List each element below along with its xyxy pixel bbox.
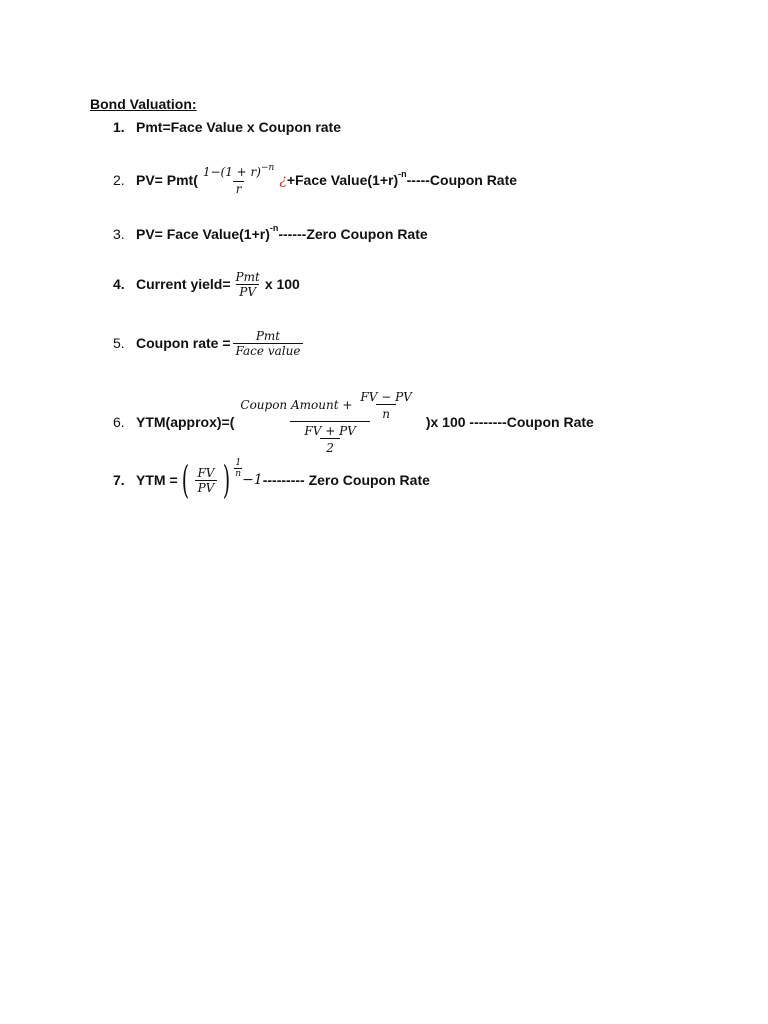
ytm-denominator — [290, 421, 369, 455]
exponent-denominator: n — [235, 468, 242, 479]
fraction-denominator: PV — [236, 284, 259, 299]
numerator-exponent: −n — [260, 162, 275, 173]
formula-4-tail: x 100 — [264, 276, 300, 292]
formula-3-rest: ------Zero Coupon Rate — [278, 226, 428, 242]
formula-3-exponent: -n — [269, 223, 279, 233]
fraction-numerator: FV — [197, 465, 215, 480]
price-ratio-fraction — [194, 466, 217, 495]
formula-7 — [113, 458, 430, 502]
list-number: 5. — [113, 335, 125, 351]
coupon-amount-term: Coupon Amount + — [240, 398, 353, 412]
fraction-denominator: PV — [195, 480, 218, 495]
list-number: 2. — [113, 172, 125, 188]
formula-3-text: PV= Face Value(1+r) — [136, 226, 270, 242]
list-number: 6. — [113, 414, 125, 430]
fraction-denominator: n — [376, 404, 396, 421]
ytm-approx-fraction — [234, 390, 425, 455]
current-yield-fraction — [233, 270, 263, 299]
fraction-denominator: r — [233, 181, 245, 196]
formula-4-lead: Current yield= — [136, 276, 231, 292]
exponent-numerator: 1 — [235, 457, 242, 468]
formula-4 — [113, 264, 300, 304]
coupon-rate-fraction — [233, 329, 304, 358]
fraction-numerator: FV + PV — [304, 423, 356, 438]
list-number: 3. — [113, 226, 125, 242]
formula-6-tail: )x 100 --------Coupon Rate — [425, 414, 594, 430]
formula-2-tail: +Face Value(1+r) — [286, 172, 399, 188]
fraction-numerator: 1−(1 + r) — [202, 164, 261, 179]
formula-6-lead: YTM(approx)=( — [136, 414, 235, 430]
fraction-numerator: Pmt — [235, 269, 260, 284]
formula-2 — [113, 160, 517, 200]
formula-2-lead: PV= Pmt( — [136, 172, 198, 188]
annuity-fraction — [200, 162, 277, 196]
formula-2-rest: -----Coupon Rate — [406, 172, 518, 188]
fraction-numerator: Pmt — [255, 328, 281, 343]
price-change-fraction — [354, 390, 417, 421]
formula-1 — [113, 107, 341, 147]
page-title: Bond Valuation: — [90, 96, 197, 112]
list-number: 4. — [113, 276, 125, 292]
right-paren: ) — [223, 458, 231, 502]
exponent-fraction — [234, 458, 242, 479]
formula-7-tail: --------- Zero Coupon Rate — [262, 472, 430, 488]
formula-3 — [113, 214, 428, 254]
fraction-numerator: FV − PV — [360, 389, 412, 404]
tail-exponent: -n — [398, 169, 407, 179]
minus-one: −1 — [242, 472, 263, 488]
left-paren: ( — [181, 458, 189, 502]
ytm-numerator — [234, 390, 425, 421]
average-price-fraction — [298, 424, 361, 455]
list-number: 7. — [113, 472, 125, 488]
formula-7-lead: YTM = — [136, 472, 178, 488]
inverted-question-symbol: ¿ — [279, 172, 287, 188]
formula-5 — [113, 323, 305, 363]
formula-1-text: Pmt=Face Value x Coupon rate — [136, 119, 342, 135]
formula-5-lead: Coupon rate = — [136, 335, 231, 351]
formula-6 — [113, 380, 594, 464]
fraction-denominator: 2 — [320, 438, 340, 455]
list-number: 1. — [113, 119, 125, 135]
fraction-denominator: Face value — [233, 343, 304, 358]
